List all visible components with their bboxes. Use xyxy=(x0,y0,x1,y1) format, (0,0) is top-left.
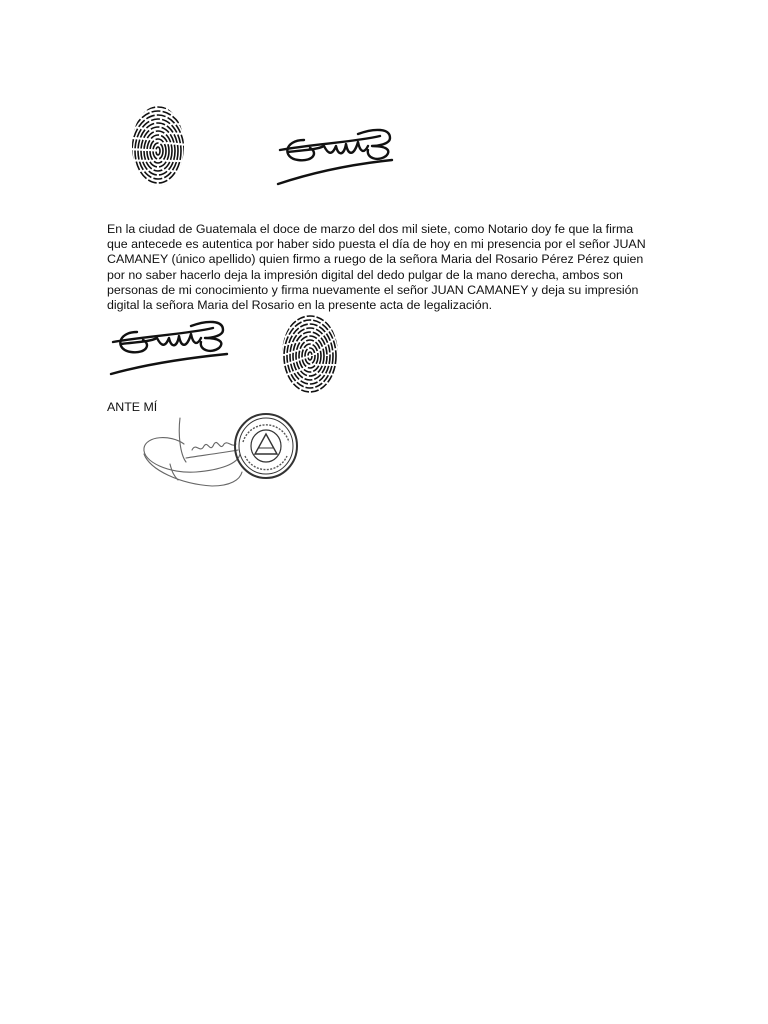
paragraph-line: digital la señora Maria del Rosario en la presente acta de legalización. xyxy=(107,298,493,313)
paragraph-line: que antecede es autentica por haber sido puesta el día de hoy en mi presencia por el señor JUAN xyxy=(107,237,646,252)
notary-seal-icon xyxy=(233,412,299,480)
paragraph-line: personas de mi conocimiento y firma nuevamente el señor JUAN CAMANEY y deja su impresión xyxy=(107,282,639,297)
paragraph-line: CAMANEY (único apellido) quien firmo a ruego de la señora Maria del Rosario Pérez Pérez quien xyxy=(107,252,644,267)
paragraph-line: En la ciudad de Guatemala el doce de marzo del dos mil siete, como Notario doy fe que la firma xyxy=(107,222,634,236)
fingerprint-icon xyxy=(128,103,188,189)
fingerprint-icon xyxy=(278,312,342,396)
signature-icon xyxy=(106,314,232,378)
paragraph-line: por no saber hacerlo deja la impresión digital del dedo pulgar de la mano derecha, ambos son xyxy=(107,267,623,282)
legalization-paragraph xyxy=(107,222,667,313)
ante-mi-label: ANTE MÍ xyxy=(107,400,158,414)
signature-icon xyxy=(274,124,398,188)
